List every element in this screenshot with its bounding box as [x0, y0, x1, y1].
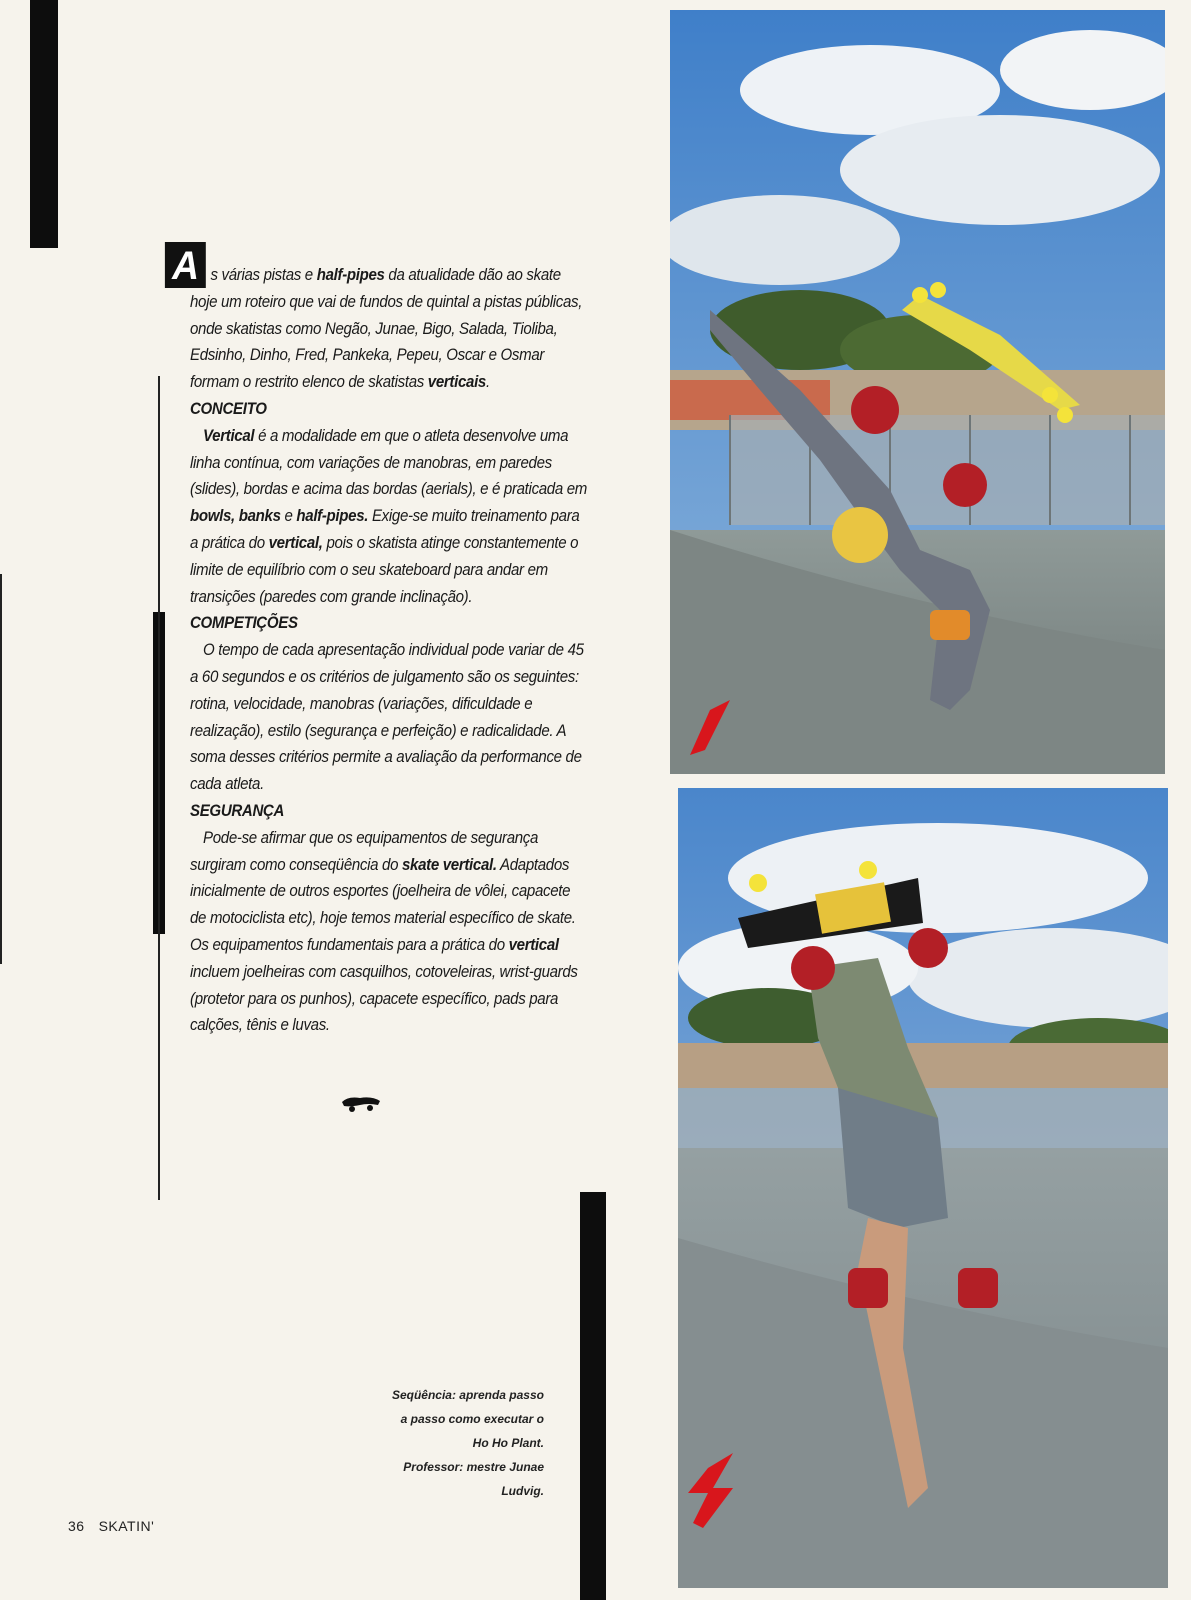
text-run: Exige-se muito treinamento para a prática do	[190, 507, 580, 552]
caption-line: Ludvig.	[501, 1484, 544, 1498]
text-run: .	[485, 373, 490, 392]
caption-line: a passo como executar o	[400, 1412, 544, 1426]
text-run: é a modalidade em que o atleta desenvolve uma linha contínua, com variações de manobras, em paredes (slides), bordas e acima das bordas (aerials), e é praticada em	[190, 426, 588, 499]
edge-line-left	[0, 574, 2, 964]
text-run: da atualidade dão ao skate hoje um roteiro que vai de fundos de quintal a pistas públicas, onde skatistas como Negão, Junae, Bigo, Salada, Tioliba, Edsinho, Dinho, Fred, Pankeka, Pepeu, Oscar e Osmar formam o restrito elenco de skatistas	[190, 266, 583, 392]
bold-run: vertical	[508, 935, 559, 954]
skateboard-end-mark-icon	[340, 1092, 382, 1114]
section-heading-competicoes: COMPETIÇÕES	[190, 614, 298, 633]
bold-run: vertical,	[268, 533, 323, 552]
section-heading-seguranca: SEGURANÇA	[190, 801, 285, 820]
bold-run: skate vertical.	[401, 855, 497, 874]
seguranca-paragraph	[190, 825, 590, 1039]
page-footer	[68, 1518, 168, 1534]
competicoes-paragraph: O tempo de cada apresentação individual pode variar de 45 a 60 segundos e os critérios de julgamento são os seguintes: rotina, velocidade, manobras (variações, dificuldade e realização), estilo (segurança e perfeição) e radicalidade. A soma desses critérios permite a avaliação da performance de cada atleta.	[190, 641, 584, 794]
text-run: Adaptados inicialmente de outros esportes (joelheira de vôlei, capacete de motociclista etc), hoje temos material específico de skate. Os equipamentos fundamentais para a prática do	[190, 855, 576, 954]
decorative-bar-bottom	[580, 1192, 606, 1600]
magazine-name: SKATIN'	[98, 1518, 155, 1534]
text-run: Pode-se afirmar que os equipamentos de segurança surgiram como conseqüência do	[190, 828, 539, 874]
bold-run: Vertical	[203, 426, 255, 445]
text-run: incluem joelheiras com casquilhos, cotoveleiras, wrist-guards (protetor para os punhos), capacete específico, pads para calções, tênis e luvas.	[190, 962, 578, 1035]
bold-run: half-pipes.	[296, 507, 369, 526]
skater-handplant-photo-top	[670, 10, 1165, 774]
photo-caption	[376, 1383, 544, 1503]
caption-line: Ho Ho Plant.	[472, 1436, 544, 1450]
article-body	[172, 244, 590, 1039]
conceito-paragraph	[190, 423, 590, 611]
page-number: 36	[68, 1518, 85, 1534]
text-run: e	[280, 507, 297, 526]
bold-run: bowls, banks	[190, 507, 281, 526]
bold-run: verticais	[427, 373, 486, 392]
caption-line: Professor: mestre Junae	[403, 1460, 544, 1474]
section-heading-conceito: CONCEITO	[190, 399, 267, 418]
decorative-bar-top-left	[30, 0, 58, 248]
skater-handplant-photo-bottom	[678, 788, 1168, 1588]
text-run: s várias pistas e	[210, 266, 317, 284]
rule-line-left	[158, 376, 160, 1200]
text-run: pois o skatista atinge constantemente o limite de equilíbrio com o seu skateboard para andar em transições (paredes com grande inclinação).	[190, 533, 579, 606]
intro-paragraph	[190, 262, 590, 396]
bold-run: half-pipes	[316, 266, 385, 284]
drop-cap: A	[165, 242, 206, 288]
caption-line: Seqüência: aprenda passo	[391, 1388, 544, 1402]
